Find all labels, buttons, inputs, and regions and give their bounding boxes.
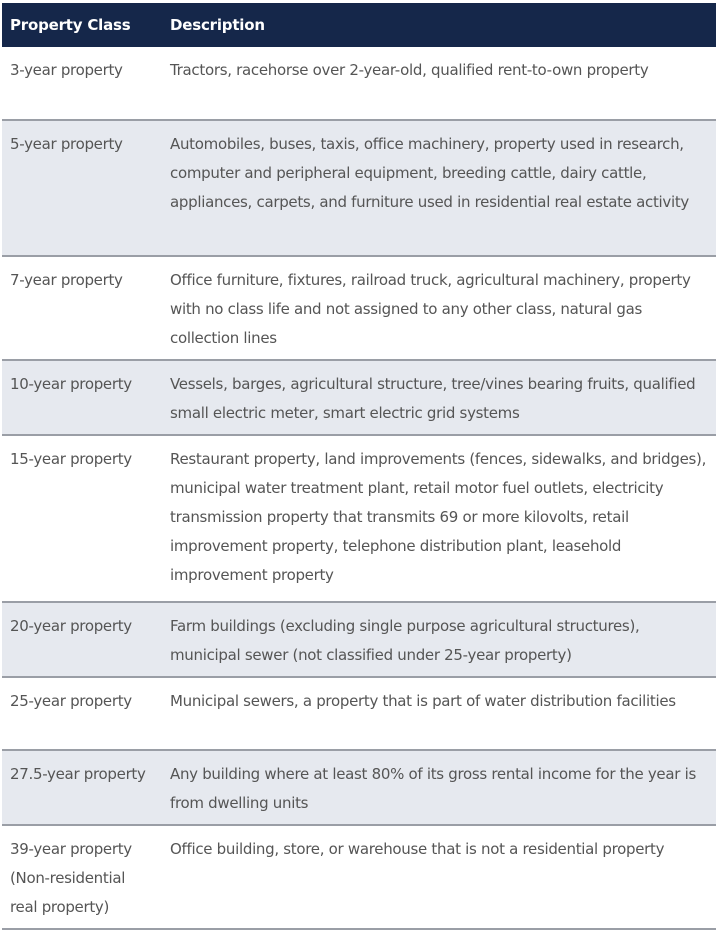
- description-cell: Farm buildings (excluding single purpose agricultural structures), municipal sewer (not classified under 25-year property): [162, 602, 716, 677]
- description-cell: Office building, store, or warehouse that is not a residential property: [162, 825, 716, 929]
- property-class-cell: 5-year property: [2, 120, 162, 256]
- description-cell: Automobiles, buses, taxis, office machinery, property used in research, computer and peripheral equipment, breeding cattle, dairy cattle, appliances, carpets, and furniture used in residential real estate activity: [162, 120, 716, 256]
- property-class-cell: 20-year property: [2, 602, 162, 677]
- property-class-cell: 39-year property (Non-residential real property): [2, 825, 162, 929]
- header-description: Description: [162, 3, 716, 47]
- table-row: [2, 435, 716, 602]
- table-row: [2, 256, 716, 360]
- description-cell: Tractors, racehorse over 2-year-old, qualified rent-to-own property: [162, 47, 716, 120]
- property-class-table: [2, 3, 716, 930]
- property-class-cell: 3-year property: [2, 47, 162, 120]
- description-cell: Office furniture, fixtures, railroad truck, agricultural machinery, property with no class life and not assigned to any other class, natural gas collection lines: [162, 256, 716, 360]
- description-cell: Restaurant property, land improvements (fences, sidewalks, and bridges), municipal water treatment plant, retail motor fuel outlets, electricity transmission property that transmits 69 or more kilovolts, retail improvement property, telephone distribution plant, leasehold improvement property: [162, 435, 716, 602]
- table-row: [2, 750, 716, 825]
- property-class-cell: 10-year property: [2, 360, 162, 435]
- table-row: [2, 120, 716, 256]
- header-property-class: Property Class: [2, 3, 162, 47]
- description-cell: Municipal sewers, a property that is part of water distribution facilities: [162, 677, 716, 750]
- property-class-cell: 27.5-year property: [2, 750, 162, 825]
- description-cell: Vessels, barges, agricultural structure, tree/vines bearing fruits, qualified small electric meter, smart electric grid systems: [162, 360, 716, 435]
- header-row: [2, 3, 716, 47]
- property-class-cell: 7-year property: [2, 256, 162, 360]
- table-row: [2, 47, 716, 120]
- property-class-cell: 15-year property: [2, 435, 162, 602]
- description-cell: Any building where at least 80% of its gross rental income for the year is from dwelling units: [162, 750, 716, 825]
- table-row: [2, 602, 716, 677]
- table-row: [2, 677, 716, 750]
- table-row: [2, 360, 716, 435]
- table-row: [2, 825, 716, 929]
- property-class-cell: 25-year property: [2, 677, 162, 750]
